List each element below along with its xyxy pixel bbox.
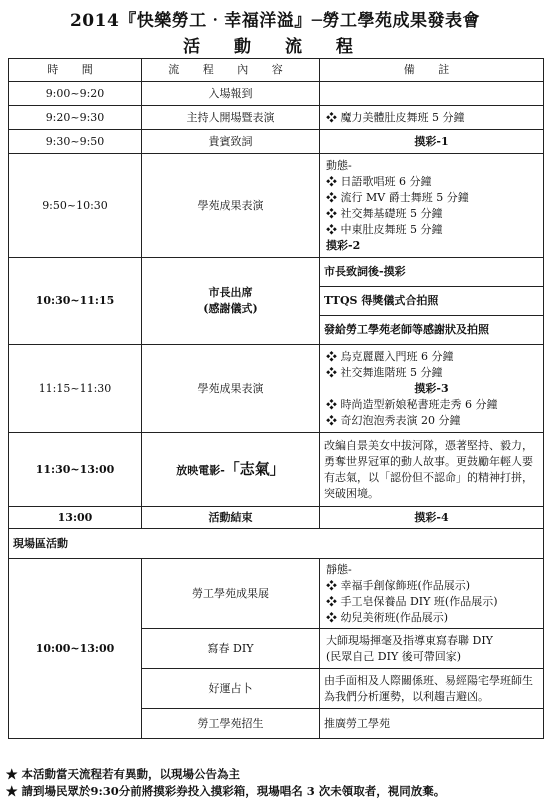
table-row xyxy=(9,507,544,529)
note-line: ❖ 手工皂保養品 DIY 班(作品展示) xyxy=(326,594,498,608)
time-cell: 11:30~13:00 xyxy=(9,433,142,507)
header-row xyxy=(9,59,544,82)
content-cell: 學苑成果表演 xyxy=(142,345,320,433)
notes-cell: 推廣勞工學苑 xyxy=(320,709,544,739)
notes-cell xyxy=(320,345,544,433)
notes-cell: TTQS 得獎儀式合拍照 xyxy=(320,287,544,316)
header-notes: 備 註 xyxy=(320,59,544,82)
note-line: ❖ 中東肚皮舞班 5 分鐘 xyxy=(326,222,443,236)
header-time: 時 間 xyxy=(9,59,142,82)
content-cell: 主持人開場暨表演 xyxy=(142,106,320,130)
content-cell: 入場報到 xyxy=(142,82,320,106)
page-title: 2014『快樂勞工‧幸福洋溢』─勞工學苑成果發表會 xyxy=(69,11,481,31)
content-cell xyxy=(142,433,320,507)
time-cell: 10:30~11:15 xyxy=(9,258,142,345)
table-row xyxy=(9,433,544,507)
note-line: ❖ 烏克麗麗入門班 6 分鐘 xyxy=(326,349,454,363)
content-cell: 勞工學苑成果展 xyxy=(142,559,320,629)
note-line: 靜態- xyxy=(326,562,352,576)
table-row xyxy=(9,106,544,130)
notes-cell xyxy=(320,629,544,669)
header-content: 流 程 內 容 xyxy=(142,59,320,82)
time-cell: 9:00~9:20 xyxy=(9,82,142,106)
time-cell: 9:20~9:30 xyxy=(9,106,142,130)
content-cell: 好運占卜 xyxy=(142,669,320,709)
content-cell: 活動結束 xyxy=(142,507,320,529)
film-prefix: 放映電影- xyxy=(176,463,225,477)
content-cell: 學苑成果表演 xyxy=(142,154,320,258)
time-cell: 9:50~10:30 xyxy=(9,154,142,258)
note-line: ❖ 流行 MV 爵士舞班 5 分鐘 xyxy=(326,190,469,204)
time-cell: 13:00 xyxy=(9,507,142,529)
lottery-note: 摸彩-1 xyxy=(414,134,449,148)
note-line: 動態- xyxy=(326,158,352,172)
table-row xyxy=(9,130,544,154)
notes-cell xyxy=(320,154,544,258)
film-title: 「志氣」 xyxy=(224,459,285,478)
note-line: ❖ 幸福手創傢飾班(作品展示) xyxy=(326,578,471,592)
notes-cell: 發給勞工學苑老師等感謝狀及拍照 xyxy=(320,316,544,345)
content-cell: 貴賓致詞 xyxy=(142,130,320,154)
footnote: ★ 本活動當天流程若有異動，以現場公告為主 xyxy=(6,767,241,781)
table-row xyxy=(9,82,544,106)
content-cell: 勞工學苑招生 xyxy=(142,709,320,739)
notes-cell: 由手面相及人際關係班、易經陽宅學班師生為我們分析運勢，以利趨吉避凶。 xyxy=(320,669,544,709)
note-line: 大師現場揮毫及指導東寫春聯 DIY xyxy=(326,633,493,647)
content-line: (感謝儀式) xyxy=(203,302,258,315)
note-line: (民眾自己 DIY 後可帶回家) xyxy=(326,649,462,663)
notes-cell xyxy=(320,106,544,130)
table-row xyxy=(9,559,544,629)
lottery-note: 摸彩-2 xyxy=(326,238,361,252)
notes-cell xyxy=(320,507,544,529)
notes-cell: 改編自景美女中拔河隊，憑著堅持、毅力，勇奪世界冠軍的動人故事。更鼓勵年輕人要有志氣，以「認份但不認命」的精神打拼，突破困境。 xyxy=(320,433,544,507)
note-line: ❖ 奇幻泡泡秀表演 20 分鐘 xyxy=(326,413,461,427)
note-line: ❖ 日語歌唱班 6 分鐘 xyxy=(326,174,432,188)
notes-cell xyxy=(320,82,544,106)
note-line: ❖ 時尚造型新娘秘書班走秀 6 分鐘 xyxy=(326,397,498,411)
lottery-note: 摸彩-3 xyxy=(414,381,449,395)
content-cell: 寫春 DIY xyxy=(142,629,320,669)
table-row xyxy=(9,154,544,258)
note-line: ❖ 魔力美體肚皮舞班 5 分鐘 xyxy=(326,110,465,124)
note-line: ❖ 社交舞進階班 5 分鐘 xyxy=(326,365,443,379)
notes-cell xyxy=(320,559,544,629)
time-cell: 11:15~11:30 xyxy=(9,345,142,433)
note-line: ❖ 幼兒美術班(作品展示) xyxy=(326,610,449,624)
lottery-note: 摸彩-4 xyxy=(414,510,449,524)
schedule-table xyxy=(8,58,544,739)
notes-cell: 市長致詞後-摸彩 xyxy=(320,258,544,287)
table-row xyxy=(9,258,544,287)
time-cell: 9:30~9:50 xyxy=(9,130,142,154)
time-cell: 10:00~13:00 xyxy=(9,559,142,739)
content-cell xyxy=(142,258,320,345)
section-row xyxy=(9,529,544,559)
section-label: 現場區活動 xyxy=(9,529,544,559)
page-subtitle: 活 動 流 程 xyxy=(183,37,367,57)
content-line: 市長出席 xyxy=(208,286,253,299)
note-line: ❖ 社交舞基礎班 5 分鐘 xyxy=(326,206,443,220)
footnote: ★ 請到場民眾於9:30分前將摸彩券投入摸彩箱，現場唱名 3 次未領取者，視同放棄。 xyxy=(6,784,446,798)
table-row xyxy=(9,345,544,433)
notes-cell xyxy=(320,130,544,154)
